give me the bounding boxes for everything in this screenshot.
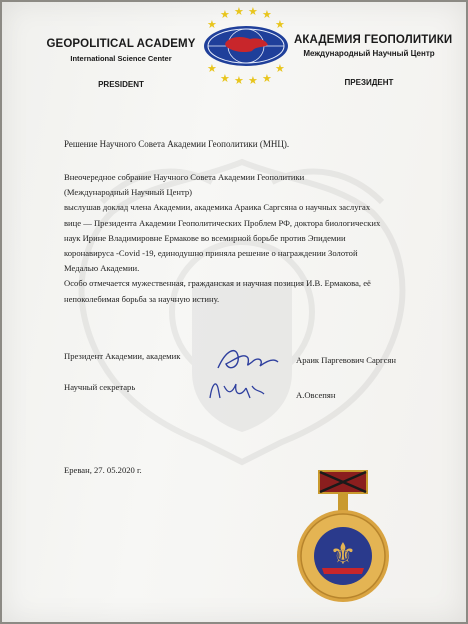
document-title: Решение Научного Совета Академии Геополитики (МНЦ). <box>64 139 290 149</box>
svg-text:★: ★ <box>234 6 244 18</box>
svg-text:★: ★ <box>234 74 244 84</box>
svg-text:★: ★ <box>248 6 258 18</box>
president-signature <box>212 342 282 376</box>
svg-text:★: ★ <box>207 18 217 31</box>
body-line: (Международный Научный Центр) <box>64 187 193 198</box>
document-sheet <box>2 2 466 622</box>
academy-name-ru: АКАДЕМИЯ ГЕОПОЛИТИКИ <box>294 34 453 46</box>
medal-ribbon-bar <box>318 470 368 494</box>
document-body <box>64 170 434 307</box>
body-line: вице — Президента Академии Геополитических Проблем РФ, доктора биологических <box>64 217 381 228</box>
center-name-ru: Международный Научный Центр <box>303 49 435 58</box>
role-en: PRESIDENT <box>98 80 144 89</box>
role-ru: ПРЕЗИДЕНТ <box>344 78 394 87</box>
center-name-en: International Science Center <box>70 54 172 63</box>
svg-text:★: ★ <box>207 62 217 75</box>
svg-text:★: ★ <box>220 8 230 21</box>
header-left-block <box>46 38 196 89</box>
gold-medal <box>288 464 398 614</box>
svg-text:★: ★ <box>248 74 258 84</box>
body-line: непоколебимая борьба за научную истину. <box>64 293 220 304</box>
body-line: Особо отмечается мужественная, гражданская и научная позиция И.В. Ермакова, её <box>64 278 371 289</box>
academy-name-en: GEOPOLITICAL ACADEMY <box>46 38 196 50</box>
fleur-de-lis-icon: ⚜ <box>329 537 357 572</box>
president-name: Араик Паргевович Саргсян <box>296 355 396 365</box>
header-right-block <box>294 34 453 87</box>
body-line: наук Ирине Владимировне Ермакове во всемирной борьбе против Эпидемии <box>64 232 346 243</box>
svg-text:★: ★ <box>220 72 230 84</box>
secretary-signature <box>206 374 266 404</box>
body-line: коронавируса -Covid -19, единодушно приняла решение о награждении Золотой <box>64 248 358 259</box>
secretary-name: А.Овсепян <box>296 390 336 400</box>
svg-text:★: ★ <box>262 8 272 21</box>
president-position: Президент Академии, академик <box>64 351 181 361</box>
body-line: Внеочередное собрание Научного Совета Академии Геополитики <box>64 172 305 182</box>
secretary-position: Научный секретарь <box>64 382 136 392</box>
svg-text:★: ★ <box>275 18 285 31</box>
svg-text:★: ★ <box>275 62 285 75</box>
svg-text:★: ★ <box>262 72 272 84</box>
body-line: выслушав доклад члена Академии, академика Араика Саргсяна о научных заслугах <box>64 202 371 213</box>
body-line: Медалью Академии. <box>64 263 140 274</box>
document-date: Ереван, 27. 05.2020 г. <box>64 465 142 475</box>
globe-with-stars-logo <box>196 6 296 84</box>
